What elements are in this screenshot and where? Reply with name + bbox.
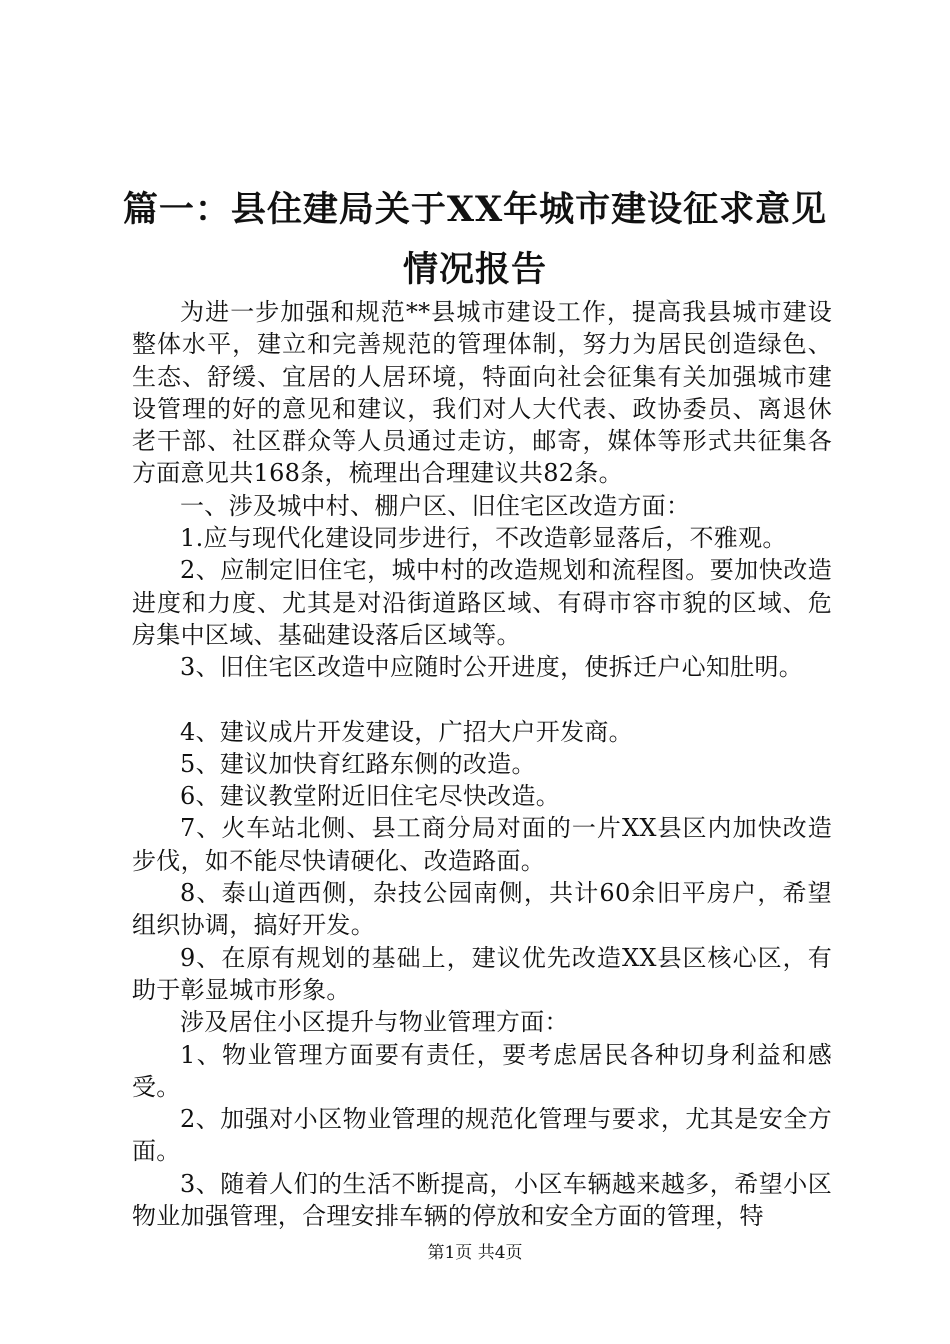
document-body — [132, 296, 832, 1232]
list-item: 4、建议成片开发建设，广招大户开发商。 — [180, 717, 633, 746]
list-item: 8、泰山道西侧，杂技公园南侧，共计60余旧平房户，希望组织协调，搞好开发。 — [132, 879, 832, 940]
list-item: 3、旧住宅区改造中应随时公开进度，使拆迁户心知肚明。 — [180, 653, 804, 682]
list-item: 6、建议教堂附近旧住宅尽快改造。 — [180, 782, 561, 811]
blank-line — [132, 684, 832, 716]
list-item: 2、应制定旧住宅，城中村的改造规划和流程图。要加快改造进度和力度、尤其是对沿街道路区域、有碍市容市貌的区域、危房集中区域、基础建设落后区域等。 — [132, 556, 832, 649]
list-item: 9、在原有规划的基础上，建议优先改造XX县区核心区，有助于彰显城市形象。 — [132, 943, 832, 1004]
section-heading-renovation: 一、涉及城中村、棚户区、旧住宅区改造方面： — [180, 491, 691, 520]
document-title-line-2: 情况报告 — [402, 249, 547, 290]
list-item: 7、火车站北侧、县工商分局对面的一片XX县区内加快改造步伐，如不能尽快请硬化、改造路面。 — [132, 814, 832, 875]
list-item: 1.应与现代化建设同步进行，不改造彰显落后，不雅观。 — [180, 524, 787, 553]
list-item: 5、建议加快育红路东侧的改造。 — [180, 749, 536, 778]
list-item: 2、加强对小区物业管理的规范化管理与要求，尤其是安全方面。 — [132, 1105, 832, 1166]
intro-paragraph: 为进一步加强和规范**县城市建设工作，提高我县城市建设整体水平，建立和完善规范的管理体制，努力为居民创造绿色、生态、舒缓、宜居的人居环境，特面向社会征集有关加强城市建设管理的好的意见和建议，我们对人大代表、政协委员、离退休老干部、社区群众等人员通过走访，邮寄，媒体等形式共征集各方面意见共168条，梳理出合理建议共82条。 — [132, 298, 832, 488]
section-heading-property: 涉及居住小区提升与物业管理方面： — [180, 1008, 569, 1037]
page-number-footer: 第1页 共4页 — [427, 1243, 523, 1263]
list-item: 3、随着人们的生活不断提高，小区车辆越来越多，希望小区物业加强管理，合理安排车辆的停放和安全方面的管理，特 — [132, 1169, 832, 1231]
list-item: 1、物业管理方面要有责任，要考虑居民各种切身利益和感受。 — [132, 1040, 832, 1101]
document-title-line-1: 篇一：县住建局关于XX年城市建设征求意见 — [122, 189, 828, 230]
